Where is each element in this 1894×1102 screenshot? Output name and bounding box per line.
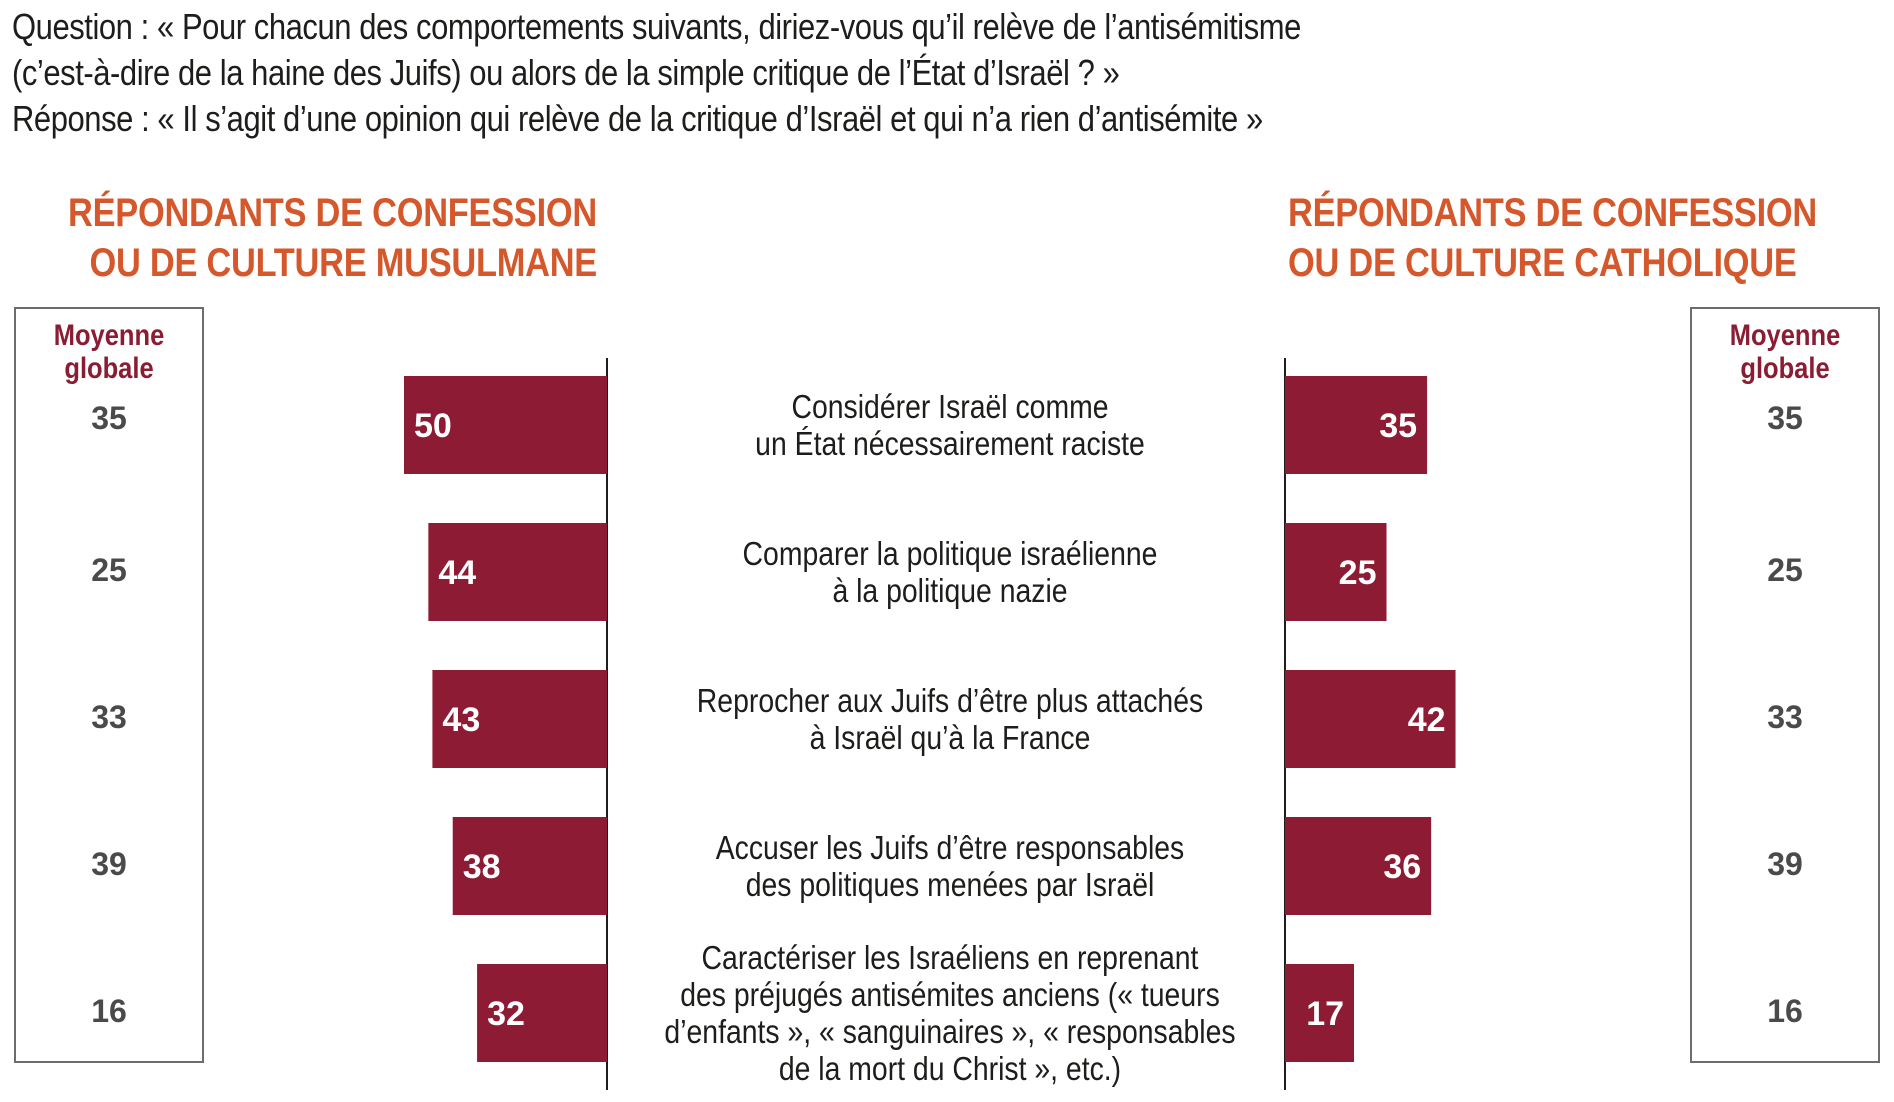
category-label-line: Considérer Israël comme <box>791 388 1109 425</box>
right-group-title-line: OU DE CULTURE CATHOLIQUE <box>1288 241 1797 285</box>
average-value: 39 <box>91 846 127 882</box>
category-label-line: à Israël qu’à la France <box>809 719 1091 756</box>
average-title-line: Moyenne <box>1729 319 1841 352</box>
average-value: 25 <box>1767 552 1803 588</box>
average-value: 39 <box>1767 846 1803 882</box>
average-value: 33 <box>91 699 127 735</box>
bar-value-label: 44 <box>438 554 477 592</box>
category-label-line: des politiques menées par Israël <box>745 866 1155 903</box>
category-label <box>658 939 1243 1087</box>
average-value: 35 <box>91 400 127 436</box>
bar-value-label: 25 <box>1338 554 1377 592</box>
category-label-line: des préjugés antisémites anciens (« tueurs <box>680 976 1220 1013</box>
category-label <box>658 829 1243 903</box>
average-title-line: Moyenne <box>53 319 165 352</box>
bar-value-label: 36 <box>1383 848 1422 886</box>
category-label <box>658 388 1243 462</box>
category-label-line: un État nécessairement raciste <box>755 425 1145 462</box>
right-group-title-line: RÉPONDANTS DE CONFESSION <box>1288 191 1817 235</box>
average-value: 16 <box>1767 993 1803 1029</box>
category-label-line: Reprocher aux Juifs d’être plus attachés <box>696 682 1204 719</box>
bar-value-label: 17 <box>1306 995 1345 1033</box>
answer-line: Réponse : « Il s’agit d’une opinion qui relève de la critique d’Israël et qui n’a rien d’antisémite » <box>12 98 1263 139</box>
average-value: 33 <box>1767 699 1803 735</box>
category-label-line: Caractériser les Israéliens en reprenant <box>701 939 1199 976</box>
average-value: 16 <box>91 993 127 1029</box>
question-line: Question : « Pour chacun des comportements suivants, diriez-vous qu’il relève de l’antisémitisme <box>12 6 1301 47</box>
left-group-title-line: OU DE CULTURE MUSULMANE <box>89 241 597 285</box>
bar-value-label: 35 <box>1379 407 1418 445</box>
category-label-line: à la politique nazie <box>832 572 1068 609</box>
average-value: 35 <box>1767 400 1803 436</box>
category-label <box>658 535 1243 609</box>
bar-value-label: 42 <box>1407 701 1446 739</box>
category-label-line: d’enfants », « sanguinaires », « responsables <box>664 1013 1236 1050</box>
bar-value-label: 38 <box>462 848 501 886</box>
left-group-title-line: RÉPONDANTS DE CONFESSION <box>68 191 597 235</box>
category-label-line: de la mort du Christ », etc.) <box>778 1050 1122 1087</box>
category-label-line: Comparer la politique israélienne <box>742 535 1158 572</box>
question-line: (c’est-à-dire de la haine des Juifs) ou alors de la simple critique de l’État d’Israël ? » <box>12 52 1120 93</box>
bar-value-label: 50 <box>414 407 452 445</box>
average-title-line: globale <box>64 352 154 385</box>
category-label-line: Accuser les Juifs d’être responsables <box>715 829 1185 866</box>
category-label <box>658 682 1243 756</box>
bar-value-label: 43 <box>442 701 481 739</box>
average-title-line: globale <box>1740 352 1830 385</box>
average-value: 25 <box>91 552 127 588</box>
bar-value-label: 32 <box>487 995 525 1033</box>
